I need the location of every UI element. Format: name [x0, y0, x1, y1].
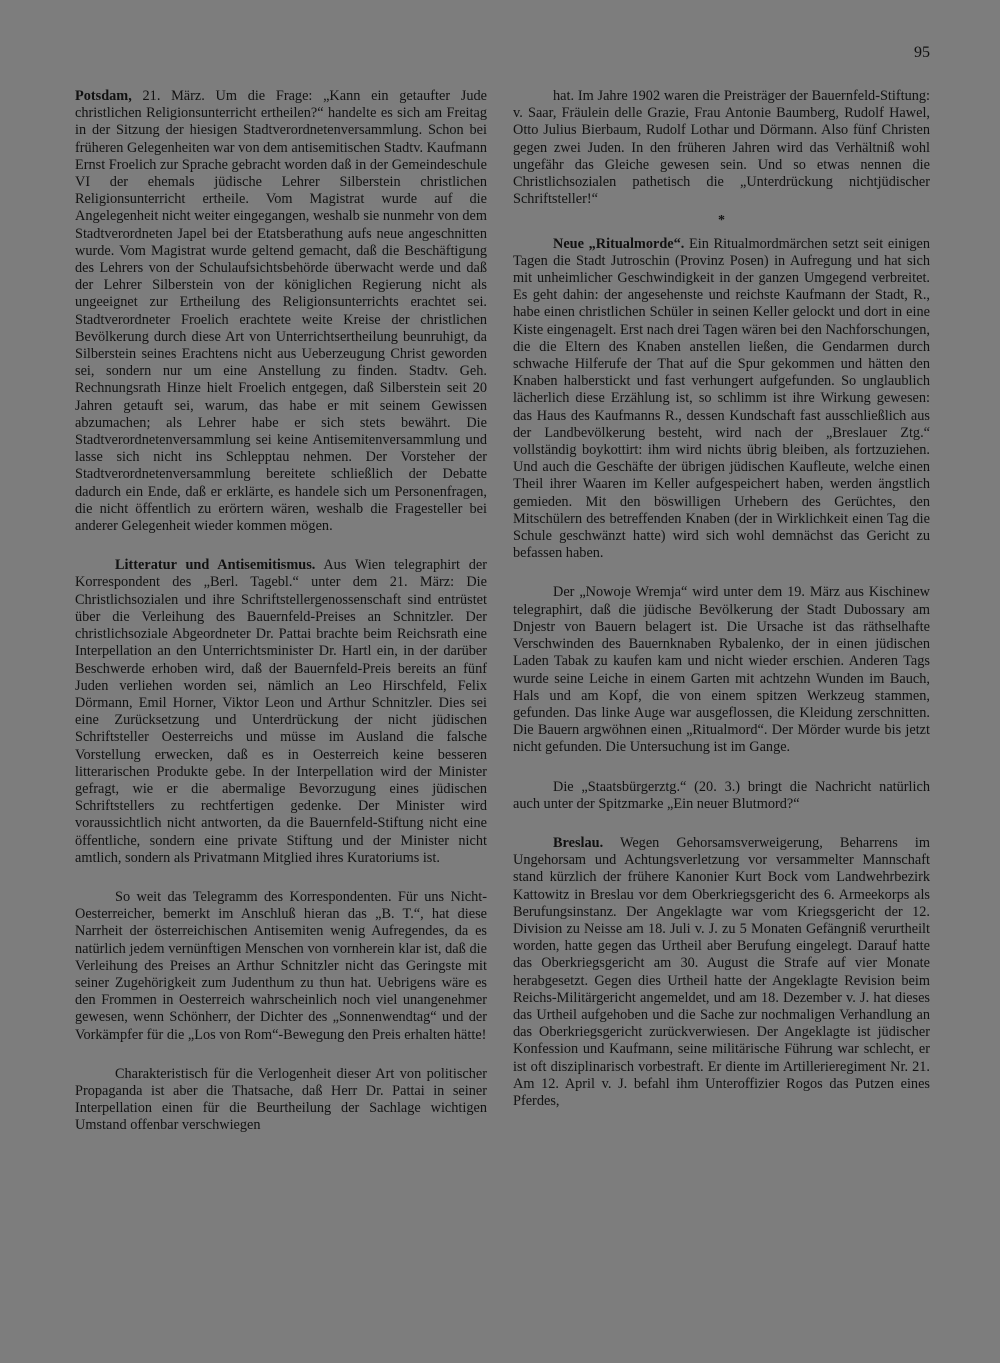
page-number: 95	[914, 44, 930, 61]
separator-star: *	[718, 213, 725, 229]
article-body: 21. März. Um die Frage: „Kann ein getaufter Jude christlichen Religionsunterricht ertheilen?“ handelte es sich am Freitag in der Sitzung der hiesigen Stadtverordnetenversammlung. Schon bei früheren Gelegenheiten war von dem antisemitischen Stadtv. Kaufmann Ernst Froelich zur Sprache gebracht worden daß in der Gemeindeschule VI der ehemals jüdische Lehrer Silberstein christlichen Religionsunterricht ertheile. Vom Magistrat wurde auf die Angelegenheit nicht weiter eingegangen, weshalb sie nunmehr von dem Stadtverordneten Japel bei der Etatsberathung aufs neue angeschnitten wurde. Vom Magistrat wurde geltend gemacht, daß die Beschäftigung des Lehrers von der Schulaufsichtsbehörde überwacht werde und daß der Lehrer Silberstein von der königlichen Regierung nicht als ungeeignet zur Ertheilung des Religionsunterrichts erachtet sei. Stadtverordneter Froelich erachtete weite Kreise der christlichen Bevölkerung durch diese Art von Unterrichtsertheilung beunruhigt, da Silberstein seines Erachtens nicht aus Ueberzeugung Christ geworden sei, sondern nur um eine Anstellung zu finden. Stadtv. Geh. Rechnungsrath Hinze hielt Froelich entgegen, daß Silberstein seit 20 Jahren getauft sei, warum, das habe er mit seinem Gewissen abzumachen; als Lehrer habe er sich stets bewährt. Die Stadtverordnetenversammlung sei keine Antisemitenversammlung und lasse sich nicht ins Schlepptau nehmen. Der Vorsteher der Stadtverordnetenversammlung bereitete schließlich der Debatte dadurch ein Ende, daß er erklärte, es handele sich um Personenfragen, die nicht öffentlich zu erörtern wären, weshalb die Fragesteller bei anderer Gelegenheit wieder kommen mögen.	[75, 88, 487, 535]
article-heading: Potsdam,	[75, 88, 132, 104]
article-breslau	[513, 835, 930, 1110]
article-heading: Neue „Ritualmorde“.	[553, 235, 685, 252]
article-body: Aus Wien telegraphirt der Korrespondent des „Berl. Tagebl.“ unter dem 21. März: Die Christlichsozialen und ihre Schriftstellergenossenschaft sind entrüstet über die Verleihung des Bauernfeld-Preises an Schnitzler. Der christlichsoziale Abgeordneter Dr. Pattai brachte beim Reichsrath eine Interpellation an den Unterrichtsminister Dr. Hartl ein, in der darüber Beschwerde erhoben wird, daß der Bauernfeld-Preis bereits an fünf Juden verliehen worden sei, nämlich an Leo Hirschfeld, Felix Dörmann, Emil Horner, Viktor Leon und Arthur Schnitzler. Dies sei eine Zurücksetzung und Unterdrückung der nicht jüdischen Schriftsteller Oesterreichs und müsse im Ausland die falsche Vorstellung erwecken, daß es in Oesterreich keine besseren litterarischen Produkte gebe. In der Interpellation wird der Minister gefragt, wie er die abermalige Bevorzugung eines jüdischen Schriftstellers zu rechtfertigen gedenke. Der Minister wird voraussichtlich nicht antworten, da die Bauernfeld-Stiftung nicht eine öffentliche, sondern eine private Stiftung und der Minister nicht amtlich, sondern als Privatmann Mitglied ihres Kuratoriums ist.	[75, 557, 487, 866]
article-body: Der „Nowoje Wremja“ wird unter dem 19. März aus Kischinew telegraphirt, daß die jüdische Bevölkerung der Stadt Dubossary am Dnjestr von Bauern belagert ist. Die Ursache ist das räthselhafte Verschwinden des Bauernknaben Rybalenko, der in einen jüdischen Laden Tabak zu kaufen kam und nicht wieder erschien. Anderen Tags wurde seine Leiche in einem Garten mit achtzehn Wunden im Bauch, Hals und am Kopf, die von einem spitzen Werkzeug stammen, gefunden. Das linke Auge war ausgeflossen, die Kleidung zerschnitten. Die Bauern argwöhnen einen „Ritualmord“. Der Mörder wurde bis jetzt nicht gefunden. Die Untersuchung ist im Gange.	[513, 584, 930, 756]
article-body: Ein Ritualmordmärchen setzt seit einigen Tagen die Stadt Jutroschin (Provinz Posen) in Aufregung und hat sich mit unheimlicher Geschwindigkeit in der ganzen Umgegend verbreitet. Es geht dahin: der angesehenste und reichste Kaufmann der Stadt, R., habe einen christlichen Schüler in seinen Keller gelockt und dort in eine Kiste eingenagelt. Erst nach drei Tagen wären bei den Nachforschungen, die die Eltern des Knaben anstellen ließen, die Gendarmen durch schwache Hilferufe der That auf die Spur gekommen und hätten den Knaben halberstickt und fast verhungert aufgefunden. So unglaublich lächerlich diese Erzählung ist, so schlimm ist ihre Wirkung gewesen: das Haus des Kaufmanns R., dessen Kundschaft fast ausschließlich aus der Landbevölkerung besteht, wird nach der „Breslauer Ztg.“ vollständig boykottirt: ihm wird nichts übrig bleiben, als fortzuziehen. Und auch die Geschäfte der übrigen jüdischen Kaufleute, welche einen Theil ihrer Waaren im Keller aufgespeichert haben, werden ängstlich gemieden. Mit den böswilligen Urhebern des Gerüchtes, den Mitschülern des betreffenden Knaben (der in Wirklichkeit einen Tag die Schule geschwänzt hatte) wird sich wohl demnächst das Gericht zu befassen haben.	[513, 235, 931, 562]
article-body: Wegen Gehorsamsverweigerung, Beharrens im Ungehorsam und Achtungsverletzung vor versammelter Mannschaft stand kürzlich der frühere Kanonier Kurt Bock vom Landwehrbezirk Kattowitz in Breslau vor dem Oberkriegsgericht des 6. Armeekorps als Berufungsinstanz. Der Angeklagte war vom Kriegsgericht der 12. Division zu Neisse am 18. Juli v. J. zu 5 Monaten Gefängniß verurtheilt worden, hatte gegen das Urtheil aber Berufung eingelegt. Darauf hatte das Oberkriegsgericht am 30. August die Strafe auf vier Monate herabgesetzt. Gegen dies Urtheil hatte der Angeklagte Revision beim Reichs-Militärgericht angemeldet, und am 18. Dezember v. J. hat dieses das Urtheil aufgehoben und die Sache zur nochmaligen Verhandlung an das Oberkriegsgericht zurückverwiesen. Der Angeklagte ist jüdischer Konfession und Kaufmann, seine militärische Führung war schlecht, er ist oft disziplinarisch vorbestraft. Er diente im Artillerieregiment Nr. 21. Am 12. April v. J. befahl ihm Unteroffizier Rogos das Putzen eines Pferdes,	[513, 834, 930, 1109]
article-litteratur	[75, 557, 487, 867]
article-body: So weit das Telegramm des Korrespondenten. Für uns Nicht-Oesterreicher, bemerkt im Anschluß hieran das „B. T.“, hat diese Narrheit der österreichischen Antisemiten wenig Aufregendes, da es natürlich jedem vernünftigen Menschen von vornherein klar ist, daß die Verleihung des Preises an Arthur Schnitzler nicht das Geringste mit seiner Zugehörigkeit zum Judenthum zu thun hat. Uebrigens wäre es den Frommen in Oesterreich wahrscheinlich noch viel unangenehmer gewesen, wenn Schönherr, der Dichter des „Sonnenwendtag“ und der Vorkämpfer für die „Los von Rom“-Bewegung den Preis erhalten hätte!	[75, 888, 487, 1043]
article-ritualmorde	[513, 236, 930, 563]
paragraph-nowoje	[513, 584, 930, 756]
paragraph-soweit	[75, 889, 487, 1044]
paragraph-charakteristisch	[75, 1066, 487, 1135]
paragraph-fortsetzung	[513, 88, 930, 208]
right-column	[513, 88, 930, 1110]
article-body: Die „Staatsbürgerztg.“ (20. 3.) bringt die Nachricht natürlich auch unter der Spitzmarke „Ein neuer Blutmord?“	[513, 778, 930, 812]
left-column	[75, 88, 487, 1135]
article-body: Charakteristisch für die Verlogenheit dieser Art von politischer Propaganda ist aber die Thatsache, daß Herr Dr. Pattai in seiner Interpellation einen für die Beurtheilung der Sachlage wichtigen Umstand offenbar verschwiegen	[75, 1065, 487, 1134]
article-potsdam	[75, 88, 487, 535]
article-body: hat. Im Jahre 1902 waren die Preisträger der Bauernfeld-Stiftung: v. Saar, Fräulein delle Grazie, Frau Antonie Baumberg, Rudolf Hawel, Otto Julius Bierbaum, Rudolf Lothar und Dörmann. Also fünf Christen gegen zwei Juden. In den früheren Jahren wird das Verhältniß wohl ungefähr das Gleiche gewesen sein. Und so etwas nennen die Christlichsozialen pathetisch die „Unterdrückung nichtjüdischer Schriftsteller!“	[513, 88, 930, 208]
paragraph-staatsbuerger	[513, 779, 930, 813]
article-heading: Breslau.	[553, 834, 604, 851]
article-heading: Litteratur und Antisemitismus.	[115, 557, 316, 574]
